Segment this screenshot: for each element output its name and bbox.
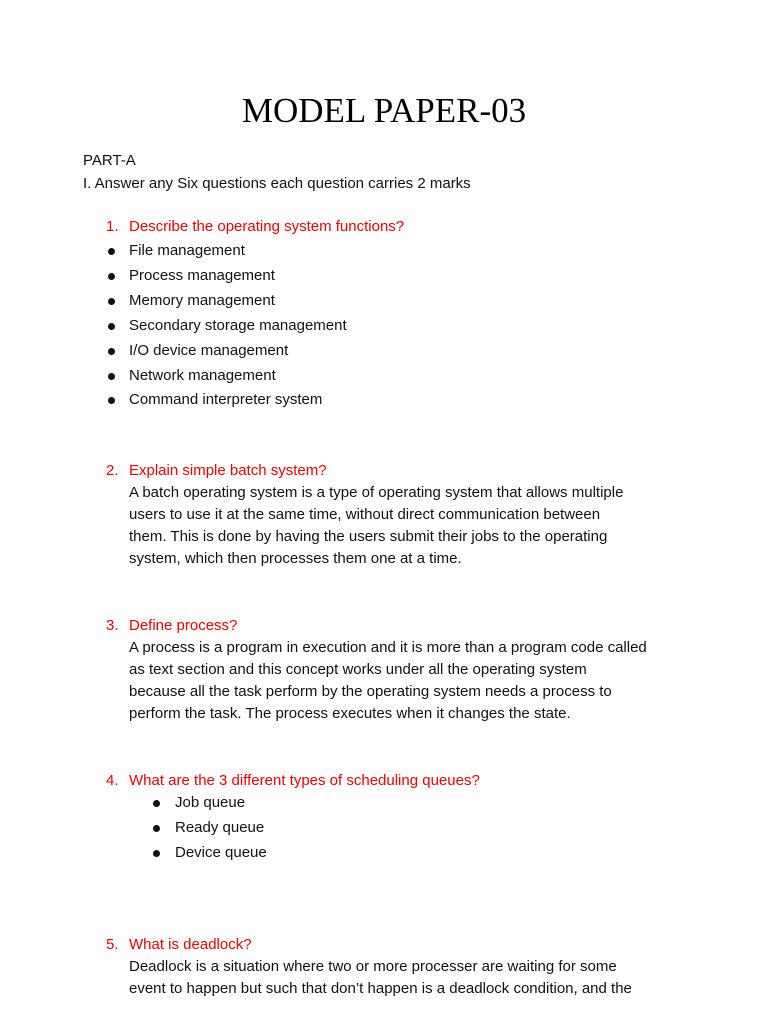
answer-line: system, which then processes them one at a time.	[129, 550, 462, 567]
bullet-icon	[108, 273, 115, 280]
list-item: Process management	[129, 267, 275, 284]
list-item: Secondary storage management	[129, 317, 347, 334]
list-item: Network management	[129, 367, 276, 384]
answer-line: A process is a program in execution and it is more than a program code called	[129, 639, 647, 656]
instruction-text: I. Answer any Six questions each question carries 2 marks	[83, 175, 471, 192]
list-item: I/O device management	[129, 342, 289, 359]
page-title: MODEL PAPER-03	[241, 91, 527, 130]
question-text: Define process?	[129, 617, 238, 634]
bullet-icon	[108, 373, 115, 380]
answer-line: them. This is done by having the users submit their jobs to the operating	[129, 528, 608, 545]
bullet-icon	[108, 348, 115, 355]
answer-paragraph	[129, 956, 699, 1000]
list-item: File management	[129, 242, 245, 259]
bullet-icon	[108, 323, 115, 330]
answer-paragraph	[129, 482, 699, 570]
answer-line: as text section and this concept works under all the operating system	[129, 661, 587, 678]
bullet-icon	[153, 825, 160, 832]
answer-line: because all the task perform by the operating system needs a process to	[129, 683, 612, 700]
question-number: 5.	[106, 936, 119, 953]
bullet-icon	[108, 248, 115, 255]
bullet-icon	[108, 397, 115, 404]
answer-line: users to use it at the same time, without direct communication between	[129, 506, 601, 523]
list-item: Ready queue	[175, 819, 265, 836]
answer-paragraph	[129, 637, 699, 725]
list-item: Memory management	[129, 292, 275, 309]
list-item: Job queue	[175, 794, 246, 811]
bullet-icon	[153, 800, 160, 807]
bullet-icon	[108, 298, 115, 305]
answer-line: event to happen but such that don’t happen is a deadlock condition, and the	[129, 980, 632, 997]
question-number: 1.	[106, 218, 119, 235]
question-text: Describe the operating system functions?	[129, 218, 405, 235]
question-text: What are the 3 different types of scheduling queues?	[129, 772, 480, 789]
question-number: 2.	[106, 462, 119, 479]
list-item: Device queue	[175, 844, 267, 861]
question-text: What is deadlock?	[129, 936, 252, 953]
question-number: 3.	[106, 617, 119, 634]
list-item: Command interpreter system	[129, 391, 323, 408]
question-number: 4.	[106, 772, 119, 789]
bullet-icon	[153, 850, 160, 857]
answer-line: A batch operating system is a type of operating system that allows multiple	[129, 484, 624, 501]
part-label: PART-A	[83, 152, 136, 169]
answer-line: Deadlock is a situation where two or more processer are waiting for some	[129, 958, 617, 975]
question-text: Explain simple batch system?	[129, 462, 327, 479]
answer-line: perform the task. The process executes when it changes the state.	[129, 705, 571, 722]
